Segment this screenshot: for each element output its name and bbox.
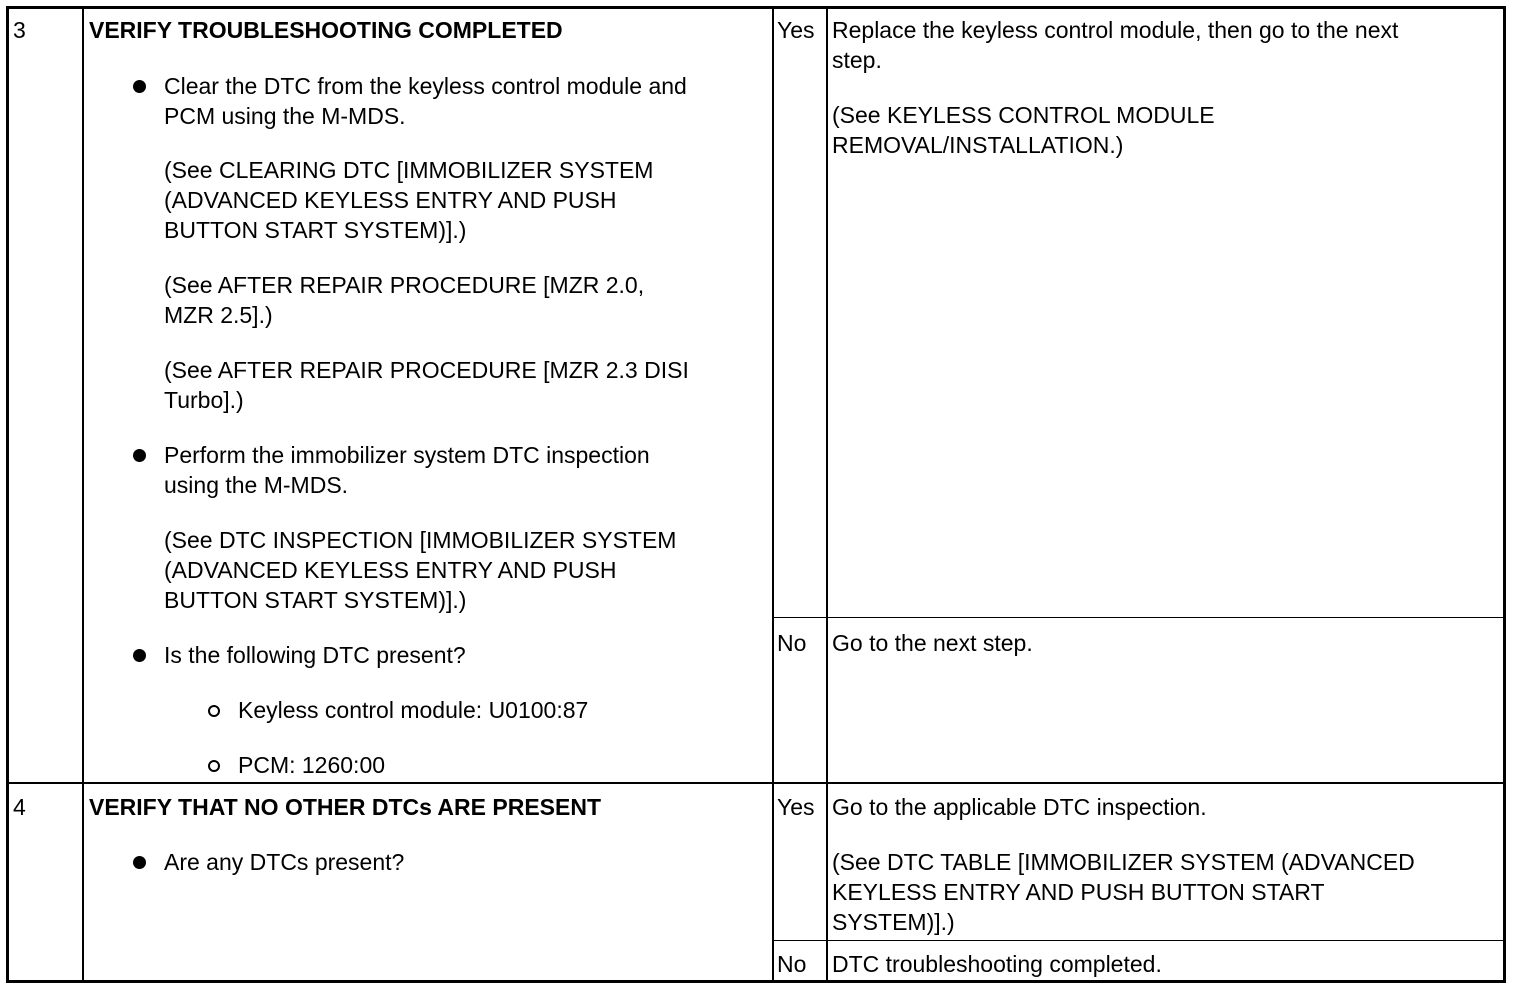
result-divider-step4 bbox=[772, 940, 1503, 941]
result-text: Go to the applicable DTC inspection. bbox=[832, 794, 1207, 820]
dtc-item: Keyless control module: U0100:87 bbox=[238, 697, 589, 723]
action-text: Is the following DTC present? bbox=[164, 642, 466, 668]
result-reference: (See DTC TABLE [IMMOBILIZER SYSTEM (ADVANCED bbox=[832, 849, 1415, 875]
answer-no: No bbox=[777, 630, 807, 656]
result-text: step. bbox=[832, 47, 882, 73]
result-text: Replace the keyless control module, then go to the next bbox=[832, 17, 1399, 43]
reference-text: (See CLEARING DTC [IMMOBILIZER SYSTEM bbox=[164, 157, 654, 183]
step-number: 3 bbox=[13, 17, 26, 43]
sub-bullet-icon bbox=[208, 705, 220, 717]
dtc-item: PCM: 1260:00 bbox=[238, 752, 386, 778]
row-divider bbox=[9, 782, 1503, 784]
result-reference: SYSTEM)].) bbox=[832, 909, 955, 935]
step-title: VERIFY THAT NO OTHER DTCs ARE PRESENT bbox=[89, 794, 602, 820]
action-text: Perform the immobilizer system DTC inspection bbox=[164, 442, 650, 468]
reference-text: (See AFTER REPAIR PROCEDURE [MZR 2.3 DISI bbox=[164, 357, 689, 383]
reference-text: BUTTON START SYSTEM)].) bbox=[164, 217, 467, 243]
bullet-icon bbox=[133, 80, 146, 93]
column-divider-answer bbox=[826, 9, 828, 980]
result-reference: REMOVAL/INSTALLATION.) bbox=[832, 132, 1124, 158]
action-text: PCM using the M-MDS. bbox=[164, 103, 406, 129]
step-number: 4 bbox=[13, 794, 26, 820]
action-text: Clear the DTC from the keyless control module and bbox=[164, 73, 687, 99]
column-divider-action bbox=[772, 9, 774, 980]
reference-text: (ADVANCED KEYLESS ENTRY AND PUSH bbox=[164, 557, 617, 583]
result-reference: KEYLESS ENTRY AND PUSH BUTTON START bbox=[832, 879, 1325, 905]
answer-yes: Yes bbox=[777, 794, 815, 820]
sub-bullet-icon bbox=[208, 760, 220, 772]
result-reference: (See KEYLESS CONTROL MODULE bbox=[832, 102, 1215, 128]
action-text: using the M-MDS. bbox=[164, 472, 349, 498]
step-title: VERIFY TROUBLESHOOTING COMPLETED bbox=[89, 17, 563, 43]
bullet-icon bbox=[133, 449, 146, 462]
column-divider-step bbox=[82, 9, 84, 980]
answer-yes: Yes bbox=[777, 17, 815, 43]
result-text: Go to the next step. bbox=[832, 630, 1033, 656]
reference-text: (See DTC INSPECTION [IMMOBILIZER SYSTEM bbox=[164, 527, 677, 553]
action-text: Are any DTCs present? bbox=[164, 849, 405, 875]
reference-text: BUTTON START SYSTEM)].) bbox=[164, 587, 467, 613]
reference-text: (See AFTER REPAIR PROCEDURE [MZR 2.0, bbox=[164, 272, 645, 298]
troubleshooting-table bbox=[6, 6, 1506, 983]
reference-text: MZR 2.5].) bbox=[164, 302, 273, 328]
bullet-icon bbox=[133, 649, 146, 662]
answer-no: No bbox=[777, 951, 807, 977]
result-text: DTC troubleshooting completed. bbox=[832, 951, 1162, 977]
bullet-icon bbox=[133, 856, 146, 869]
reference-text: (ADVANCED KEYLESS ENTRY AND PUSH bbox=[164, 187, 617, 213]
reference-text: Turbo].) bbox=[164, 387, 244, 413]
result-divider-step3 bbox=[772, 617, 1503, 618]
